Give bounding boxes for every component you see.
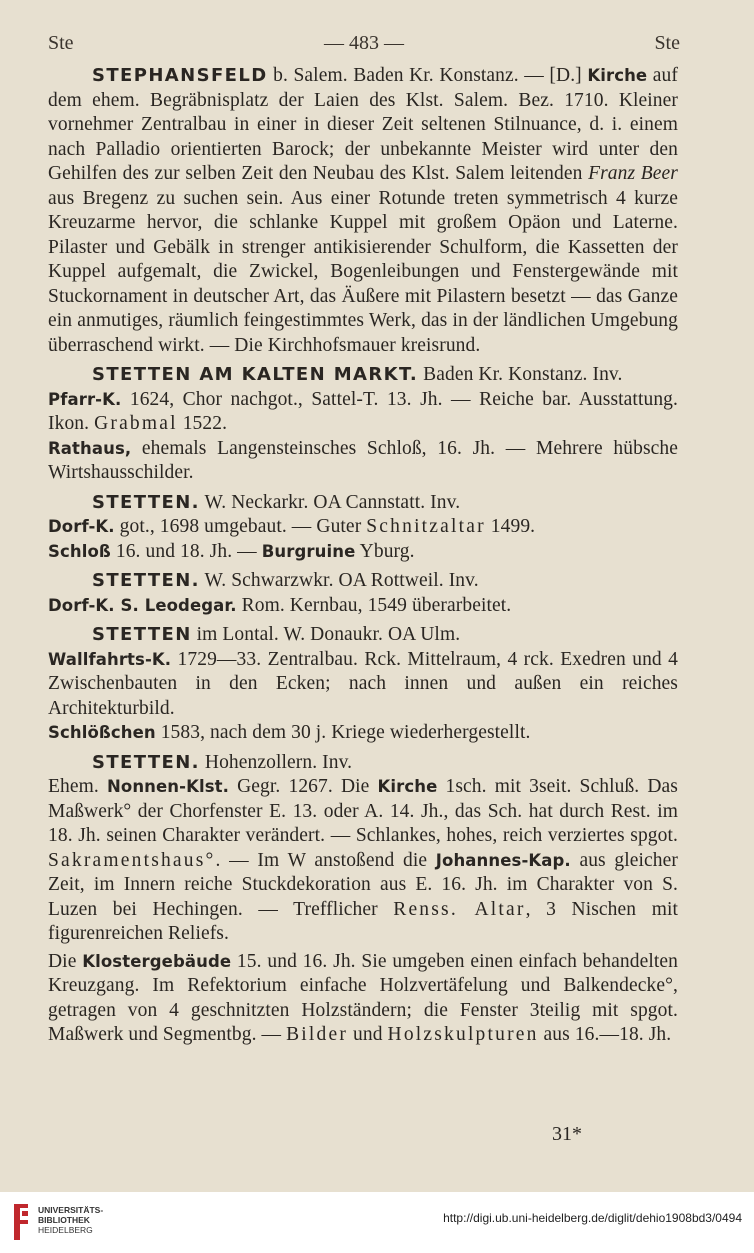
viewer-footer xyxy=(0,1192,754,1253)
entry-stephansfeld: STEPHANSFELD b. Salem. Baden Kr. Konstanz. — [D.] Kirche auf dem ehem. Begräbnisplatz der Laien des Klst. Salem. Bez. 1710. Kleiner vornehmer Zentralbau in einer in dieser Zeit seltenen Stilnuance, d. i. einem nach Palladio orientierten Barock; der unbekannte Meister wird unter den Gehilfen des zur selben Zeit den Neubau des Klst. Salem leitenden Franz Beer aus Bregenz zu suchen sein. Aus einer Rotunde treten symmetrisch 4 kurze Kreuzarme hervor, die schlanke Kuppel mit großem Opäon und Laterne. Pilaster und Gebälk in strenger antikisierender Schulform, die Kassetten der Kuppel aufgemalt, die Zwickel, Bogenleibungen und Fenstergewände mit Stuckornament in deutscher Art, das Äußere mit Pilastern besetzt — das Ganze ein anmutiges, räumlich feingestimmtes Werk, das in der ländlichen Umgebung überraschend wirkt. — Die Kirchhofsmauer kreisrund. xyxy=(48,65,679,356)
entry-line: Rathaus, ehemals Langensteinsches Schloß, 16. Jh. — Mehrere hübsche Wirtshausschilder. xyxy=(48,437,678,483)
entry-stetten-kalten-markt: STETTEN AM KALTEN MARKT. Baden Kr. Konstanz. Inv. xyxy=(92,364,623,385)
keyword: Kirche xyxy=(587,66,648,85)
keyword: Dorf-K. S. Leodegar. xyxy=(48,595,237,615)
header-right: Ste xyxy=(654,32,680,54)
entry-line: Dorf-K. S. Leodegar. Rom. Kernbau, 1549 überarbeitet. xyxy=(48,594,512,616)
place-name: STETTEN. xyxy=(92,751,200,773)
keyword: Rathaus, xyxy=(48,438,132,458)
place-name: STETTEN xyxy=(92,624,192,645)
page-number: — 483 — xyxy=(324,32,404,54)
place-name: STETTEN. xyxy=(92,570,200,591)
place-name: STEPHANSFELD xyxy=(92,65,268,86)
keyword: Pfarr-K. xyxy=(48,389,122,409)
keyword: Nonnen-Klst. xyxy=(106,777,230,796)
architect-name: Franz Beer xyxy=(588,163,679,184)
header-left: Ste xyxy=(48,32,74,54)
keyword: Dorf-K. xyxy=(48,517,115,536)
signature-mark: 31* xyxy=(552,1123,582,1145)
entry-stetten-hohenzollern: STETTEN. Hohenzollern. Inv. xyxy=(92,751,353,773)
entry-stetten-lontal: STETTEN im Lontal. W. Donaukr. OA Ulm. xyxy=(92,624,461,645)
keyword: Schloß xyxy=(48,541,111,561)
entry-stetten-schwarzwkr: STETTEN. W. Schwarzwkr. OA Rottweil. Inv. xyxy=(92,570,479,591)
library-name: UNIVERSITÄTS- BIBLIOTHEK HEIDELBERG xyxy=(38,1205,104,1235)
entry-line: Schloß 16. und 18. Jh. — Burgruine Yburg. xyxy=(48,540,415,562)
entry-line: Schlößchen 1583, nach dem 30 j. Kriege wiederhergestellt. xyxy=(48,722,531,743)
entry-line: Dorf-K. got., 1698 umgebaut. — Guter Schnitzaltar 1499. xyxy=(48,516,536,537)
place-name: STETTEN AM KALTEN MARKT. xyxy=(92,364,419,385)
keyword: Wallfahrts-K. xyxy=(48,649,172,669)
entry-line: Wallfahrts-K. 1729—33. Zentralbau. Rck. Mittelraum, 4 rck. Exedren und 4 Zwischenbauten in den Ecken; nach innen und außen ein reiches Architekturbild. xyxy=(48,648,678,719)
entry-stetten-neckarkr: STETTEN. W. Neckarkr. OA Cannstatt. Inv. xyxy=(92,491,461,513)
entry-line: Pfarr-K. 1624, Chor nachgot., Sattel-T. 13. Jh. — Reiche bar. Ausstattung. Ikon. Grabmal 1522. xyxy=(48,388,678,434)
entry-line: Die Klostergebäude 15. und 16. Jh. Sie umgeben einen einfach behandelten Kreuzgang. Im Refektorium einfache Holzvertäfelung und Balkendecke°, getragen von 4 geschnitzten Holzständern; die Fenster 3teilig mit spgot. Maßwerk und Segmentbg. — Bilder und Holzskulpturen aus 16.—18. Jh. xyxy=(48,950,678,1045)
body-text xyxy=(48,64,678,1048)
permalink-url[interactable]: http://digi.ub.uni-heidelberg.de/diglit/dehio1908bd3/0494 xyxy=(443,1211,742,1225)
keyword: Schlößchen xyxy=(48,723,156,742)
place-name: STETTEN. xyxy=(92,491,200,513)
entry-line: Ehem. Nonnen-Klst. Gegr. 1267. Die Kirche 1sch. mit 3seit. Schluß. Das Maßwerk° der Chorfenster E. 13. oder A. 14. Jh., das Sch. hat durch Rest. im 18. Jh. seinen Charakter verändert. — Schlankes, hohes, reich verziertes spgot. Sakramentshaus°. — Im W anstoßend die Johannes-Kap. aus gleicher Zeit, im Innern reiche Stuckdekoration aus E. 16. Jh. im Charakter von S. Luzen bei Hechingen. — Trefflicher Renss. Altar, 3 Nischen mit figurenreichen Reliefs. xyxy=(48,776,678,944)
keyword: Klostergebäude xyxy=(82,951,232,971)
library-logo-icon[interactable] xyxy=(10,1202,32,1242)
